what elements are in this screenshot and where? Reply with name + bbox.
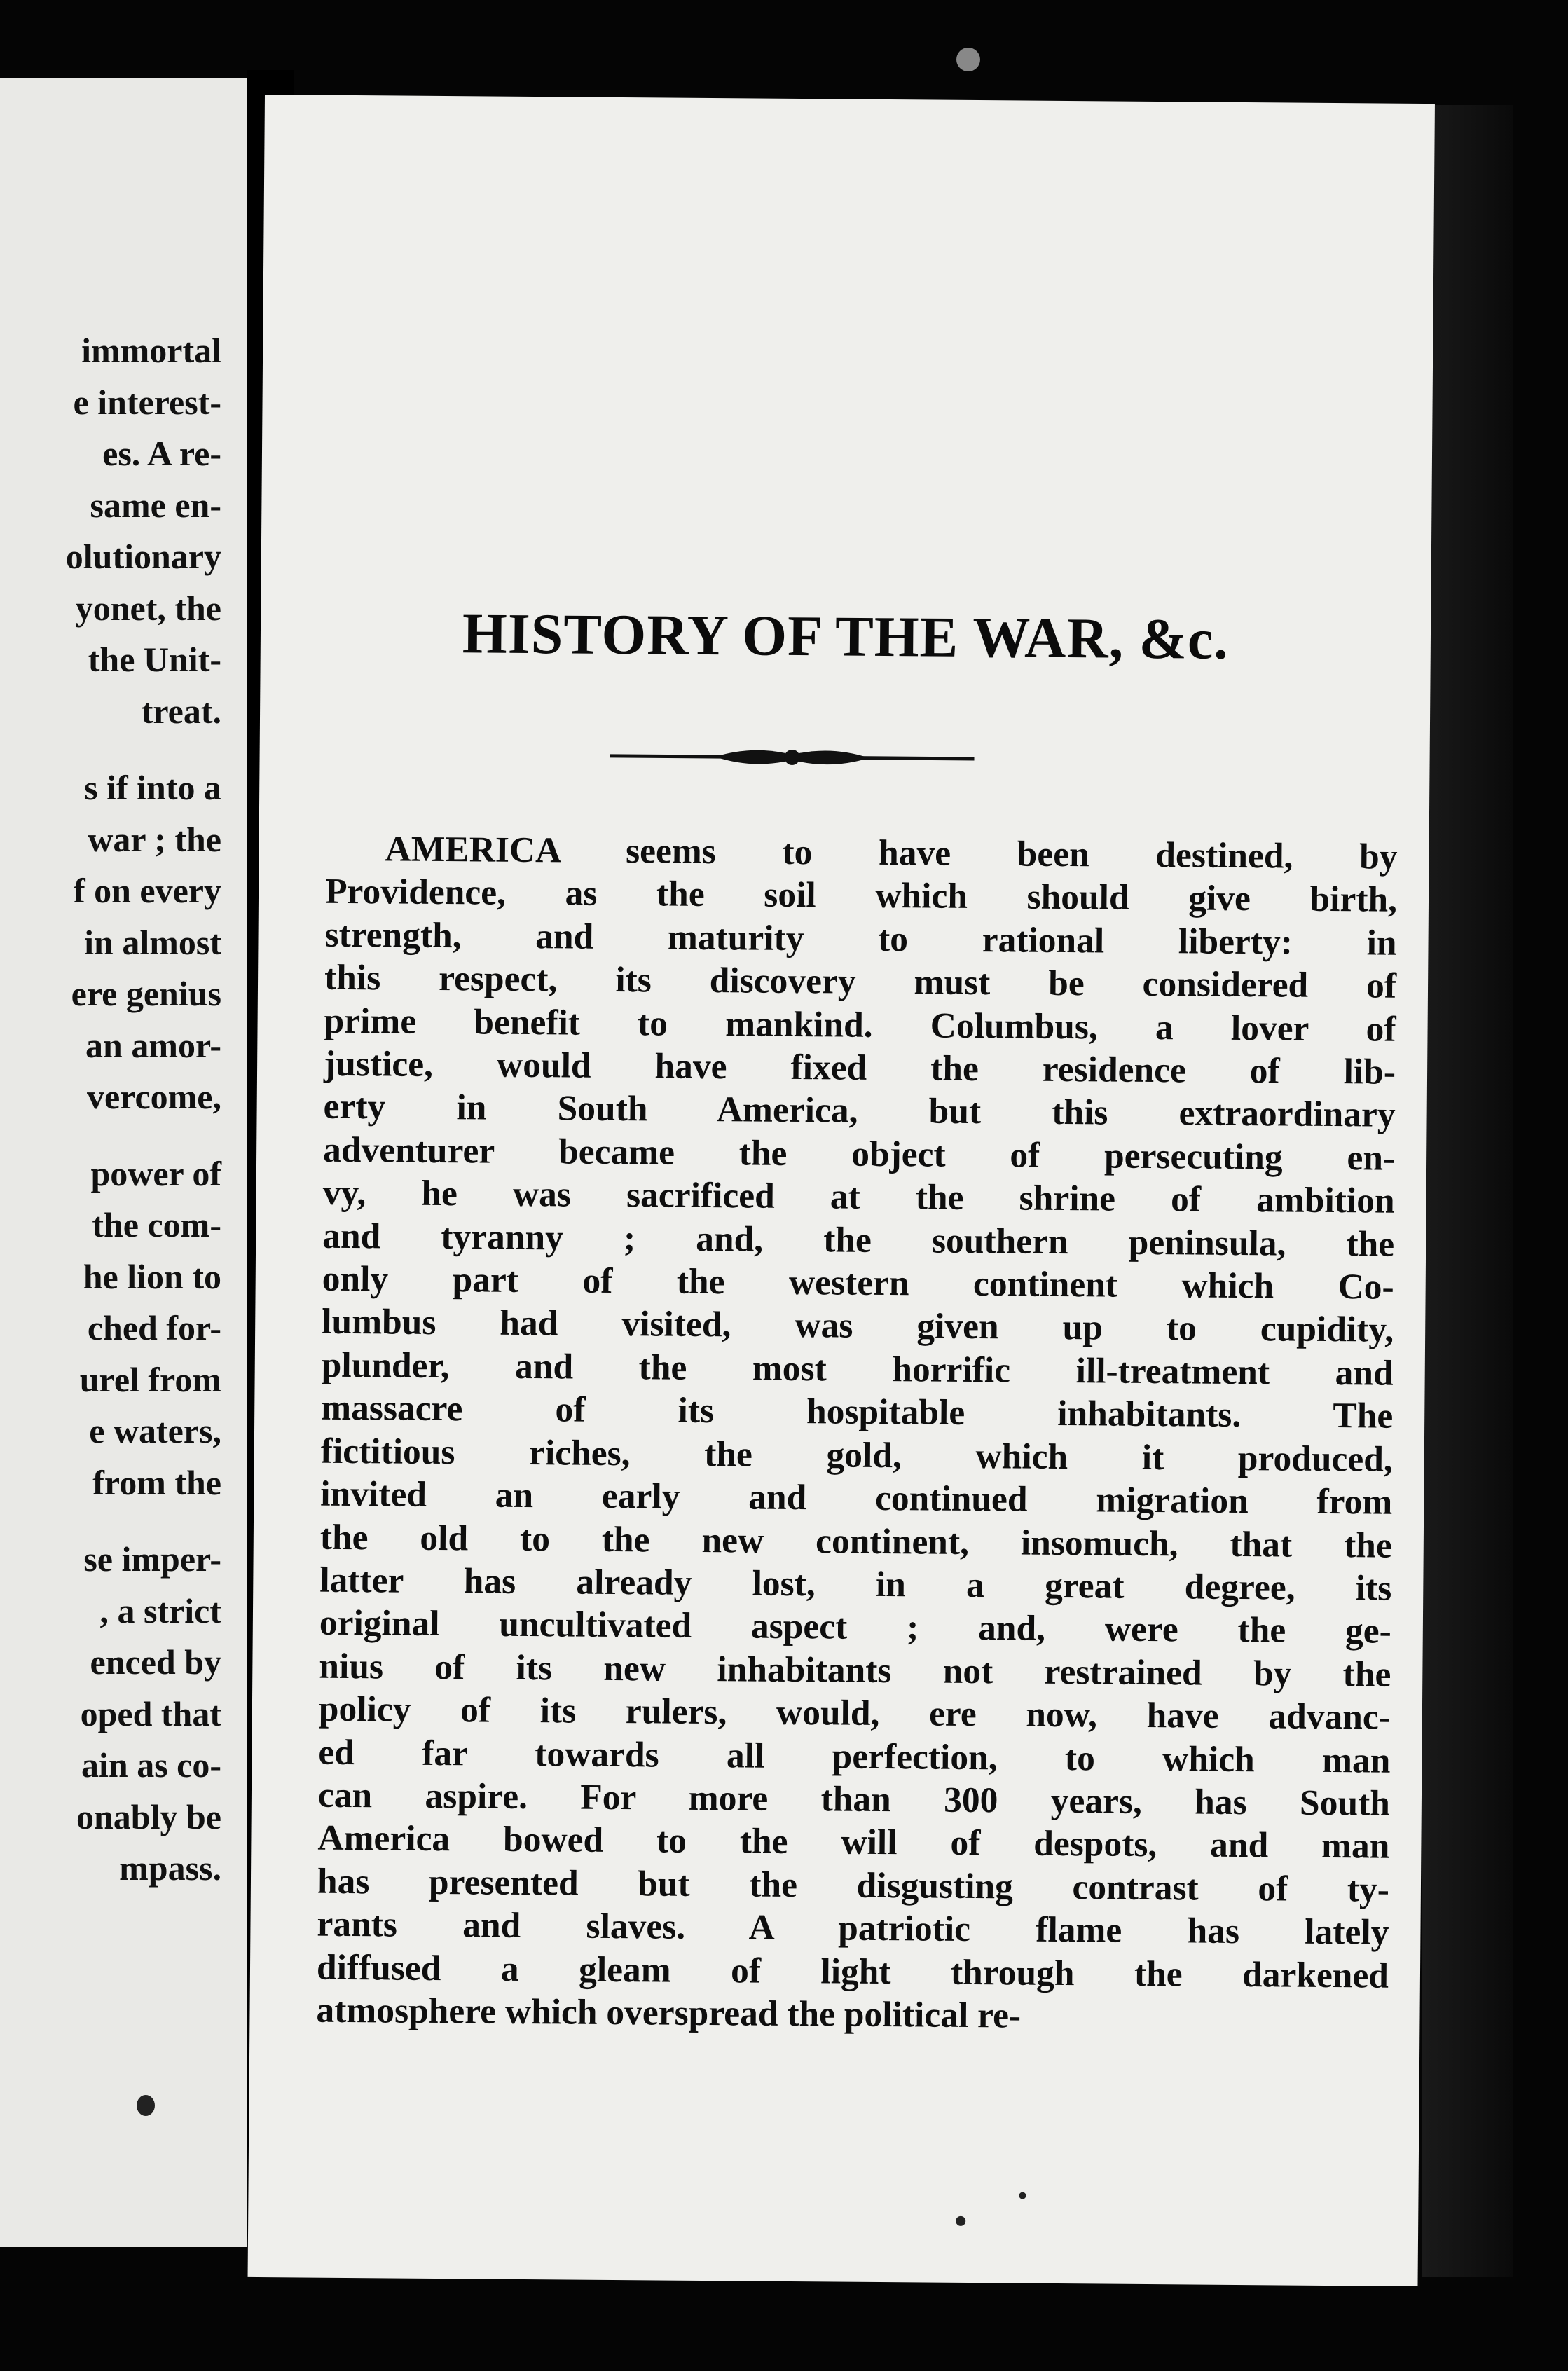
left-page-line: an amor- [85,1025,221,1065]
left-page-line: vercome, [86,1077,221,1116]
left-page-line: he lion to [83,1256,221,1296]
left-page-line: , a strict [99,1590,221,1630]
body-line: diffused a gleam of light through the darkened [316,1947,1389,1996]
body-line: policy of its rulers, would, ere now, have advanc- [318,1689,1391,1738]
paper-speck [1019,2192,1026,2199]
show-through-text [338,348,1335,572]
body-text [316,827,1397,2040]
left-page-line: e interest- [73,382,221,422]
body-line: vy, he was sacrificed at the shrine of ambition [322,1172,1395,1221]
left-page-text [0,325,221,1895]
left-page-line: power of [90,1153,221,1193]
body-line: justice, would have fixed the residence of lib- [323,1043,1396,1092]
body-line: massacre of its hospitable inhabitants. The [321,1387,1394,1436]
body-line: AMERICA seems to have been destined, by [385,829,1398,877]
body-line: original uncultivated aspect ; and, were the ge- [319,1602,1392,1652]
left-page-line: ain as co- [81,1745,221,1785]
left-page-line: from the [92,1462,221,1502]
left-page-line: s if into a [84,768,221,807]
body-line: and tyranny ; and, the southern peninsula, the [322,1216,1395,1265]
left-page-fragment [0,78,247,2247]
left-page-line: urel from [79,1359,221,1399]
left-page-line: ere genius [71,974,221,1013]
body-line: plunder, and the most horrific ill-treatment and [321,1345,1394,1394]
left-page-line: mpass. [119,1848,221,1888]
book-page-edge [1422,105,1513,2277]
paper-speck [956,48,980,71]
body-line: erty in South America, but this extraordinary [323,1087,1396,1136]
body-line: the old to the new continent, insomuch, that the [319,1517,1393,1566]
left-page-line: e waters, [89,1411,221,1450]
body-line: can aspire. For more than 300 years, has South [317,1775,1391,1824]
body-line: fictitious riches, the gold, which it produced, [320,1431,1393,1480]
left-page-line: in almost [84,922,221,962]
left-page-line: onably be [76,1796,221,1836]
body-line: nius of its new inhabitants not restrained by the [319,1646,1391,1695]
left-page-line: yonet, the [75,588,221,628]
body-line: lumbus had visited, was given up to cupidity, [322,1302,1394,1351]
body-line: prime benefit to mankind. Columbus, a lover of [324,1001,1396,1050]
body-line: this respect, its discovery must be considered of [324,957,1397,1006]
body-line: only part of the western continent which Co- [322,1258,1394,1307]
left-page-line: treat. [141,691,221,731]
paper-speck [137,2095,155,2116]
body-line: America bowed to the will of despots, and man [317,1818,1390,1867]
left-page-line: war ; the [88,819,221,859]
left-page-line: olutionary [65,537,221,576]
body-line: Providence, as the soil which should give birth, [324,872,1398,921]
left-page-line: same en- [90,485,221,525]
left-page-line: f on every [73,871,221,910]
left-page-line: enced by [90,1642,221,1682]
body-line: invited an early and continued migration from [320,1473,1393,1523]
page-title: HISTORY OF THE WAR, &c. [462,601,1230,671]
body-line: ed far towards all perfection, to which man [318,1732,1391,1781]
body-line: rants and slaves. A patriotic flame has lately [317,1904,1389,1953]
left-page-line: the com- [92,1205,221,1244]
body-line: atmosphere which overspread the political re- [316,1990,1022,2036]
ornamental-rule-icon [610,742,974,773]
body-line: latter has already lost, in a great degree, its [319,1560,1392,1609]
left-page-line: es. A re- [102,434,221,473]
body-line: adventurer became the object of persecuting en- [322,1129,1396,1178]
left-page-line: immortal [81,331,221,370]
left-page-line: ched for- [87,1308,221,1347]
left-page-line: the Unit- [88,640,221,679]
body-line: strength, and maturity to rational liberty: in [324,914,1397,963]
left-page-line: se imper- [83,1539,221,1579]
paper-speck [956,2216,965,2226]
body-line: has presented but the disgusting contrast of ty- [317,1861,1390,1910]
left-page-line: oped that [80,1693,221,1733]
right-page [248,95,1435,2286]
